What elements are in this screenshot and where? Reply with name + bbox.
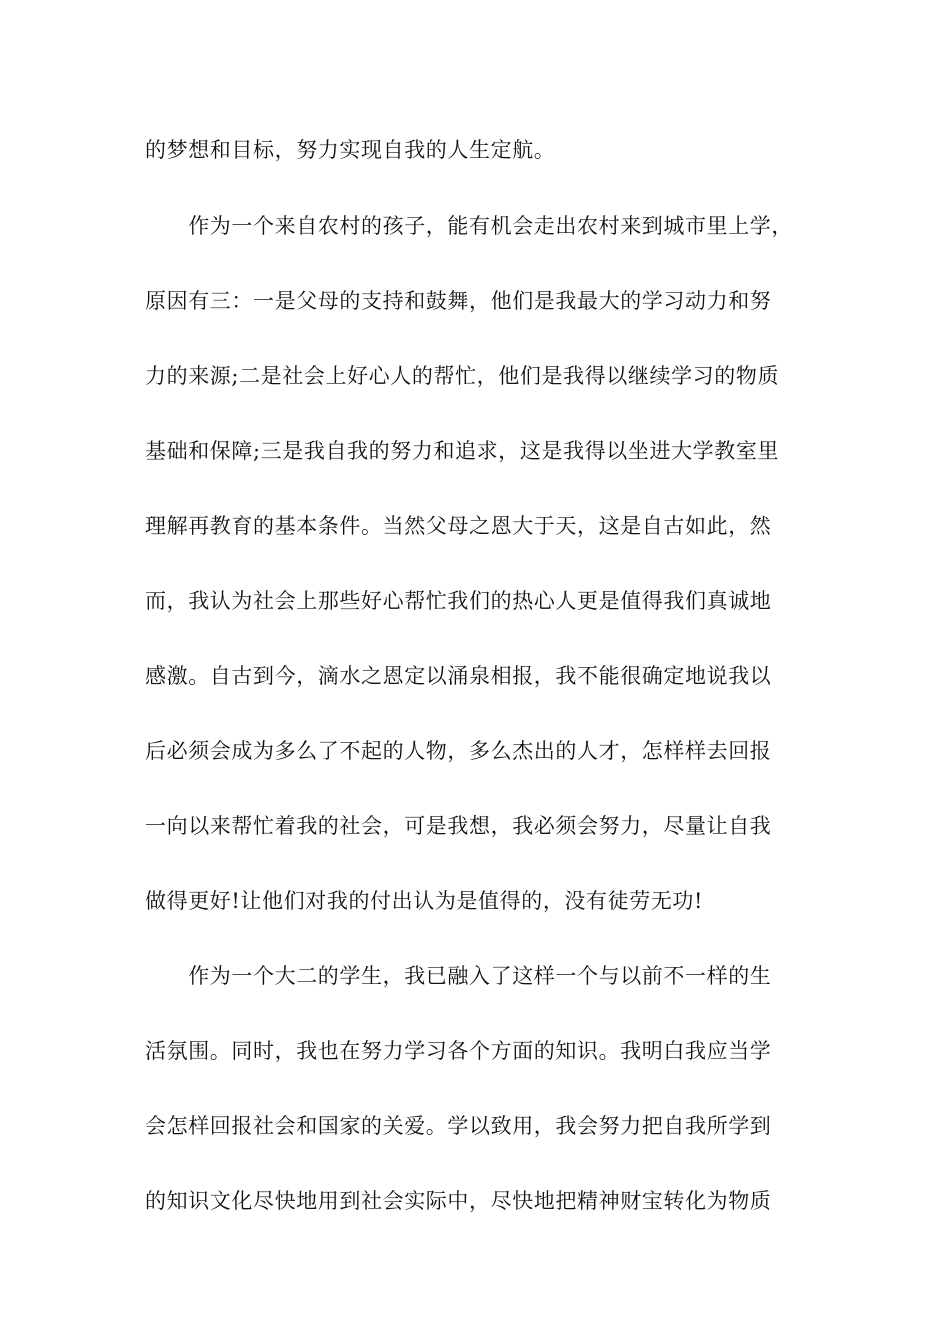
text-line: 而，我认为社会上那些好心帮忙我们的热心人更是值得我们真诚地 (145, 589, 772, 613)
text-line: 会怎样回报社会和国家的关爱。学以致用，我会努力把自我所学到 (145, 1114, 772, 1138)
text-line: 原因有三：一是父母的支持和鼓舞，他们是我最大的学习动力和努 (145, 289, 772, 313)
text-line: 感激。自古到今，滴水之恩定以涌泉相报，我不能很确定地说我以 (145, 664, 772, 688)
text-line: 做得更好!让他们对我的付出认为是值得的，没有徒劳无功! (145, 889, 704, 913)
text-line: 理解再教育的基本条件。当然父母之恩大于天，这是自古如此，然 (145, 514, 772, 538)
text-line: 一向以来帮忙着我的社会，可是我想，我必须会努力，尽量让自我 (145, 814, 772, 838)
paragraph-start-line: 作为一个大二的学生，我已融入了这样一个与以前不一样的生 (145, 964, 772, 988)
text-line: 活氛围。同时，我也在努力学习各个方面的知识。我明白我应当学 (145, 1039, 772, 1063)
text-line: 力的来源;二是社会上好心人的帮忙，他们是我得以继续学习的物质 (145, 364, 780, 388)
paragraph-start-line: 作为一个来自农村的孩子，能有机会走出农村来到城市里上学， (145, 214, 793, 238)
text-line: 的知识文化尽快地用到社会实际中，尽快地把精神财宝转化为物质 (145, 1189, 772, 1213)
text-line: 后必须会成为多么了不起的人物，多么杰出的人才，怎样样去回报 (145, 739, 772, 763)
text-line: 基础和保障;三是我自我的努力和追求，这是我得以坐进大学教室里 (145, 439, 780, 463)
text-line: 的梦想和目标，努力实现自我的人生定航。 (145, 138, 556, 162)
